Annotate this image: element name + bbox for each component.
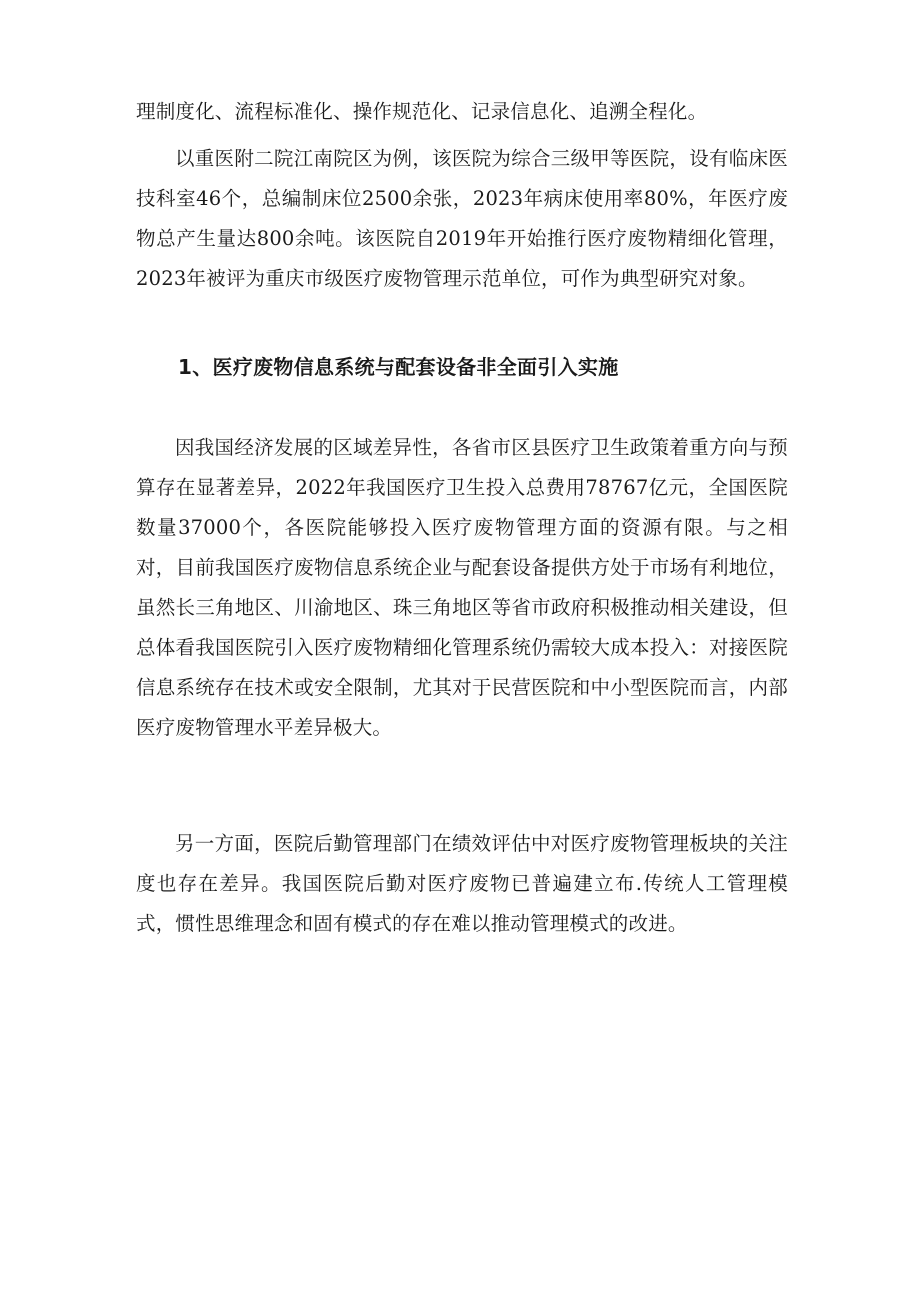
- paragraph-regional-differences: 因我国经济发展的区域差异性，各省市区县医疗卫生政策着重方向与预算存在显著差异，2022年我国医疗卫生投入总费用78767亿元，全国医院数量37000个，各医院能够投入医疗废物管理方面的资源有限。与之相对，目前我国医疗废物信息系统企业与配套设备提供方处于市场有利地位，虽然长三角地区、川渝地区、珠三角地区等省市政府积极推动相关建设，但总体看我国医院引入医疗废物精细化管理系统仍需较大成本投入：对接医院信息系统存在技术或安全限制，尤其对于民营医院和中小型医院而言，内部医疗废物管理水平差异极大。: [136, 436, 788, 739]
- paragraph-hospital-example: 以重医附二院江南院区为例，该医院为综合三级甲等医院，设有临床医技科室46个，总编制床位2500余张，2023年病床使用率80%，年医疗废物总产生量达800余吨。该医院自2019年开始推行医疗废物精细化管理，2023年被评为重庆市级医疗废物管理示范单位，可作为典型研究对象。: [136, 147, 788, 290]
- section-heading: 1、医疗废物信息系统与配套设备非全面引入实施: [178, 355, 619, 379]
- paragraph-logistics-management: 另一方面，医院后勤管理部门在绩效评估中对医疗废物管理板块的关注度也存在差异。我国医院后勤对医疗废物已普遍建立布.传统人工管理模式，惯性思维理念和固有模式的存在难以推动管理模式的改进。: [136, 832, 788, 935]
- paragraph-continuation: 理制度化、流程标准化、操作规范化、记录信息化、追溯全程化。: [136, 100, 708, 123]
